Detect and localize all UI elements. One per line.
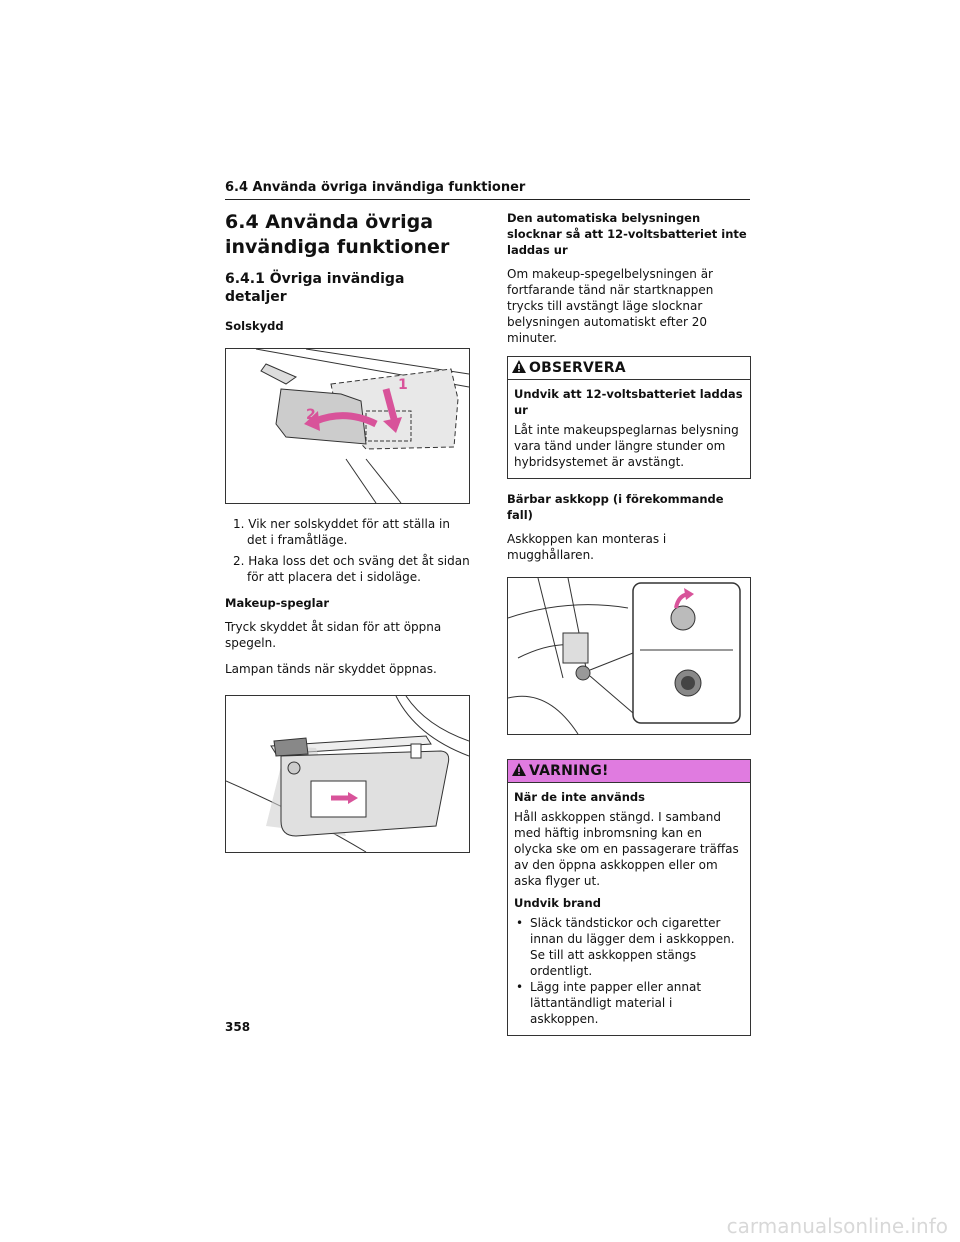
warning-subhead-1: När de inte används — [514, 790, 645, 804]
ashtray-figure — [507, 577, 751, 735]
notice-text: Låt inte makeupspeglarnas belysning vara tänd under längre stunder om hybridsystemet är avstängt. — [514, 423, 739, 469]
step-2: 2. Haka loss det och sväng det åt sidan för att placera det i sidoläge. — [233, 554, 470, 584]
sunvisor-figure — [225, 348, 470, 504]
notice-header — [508, 357, 750, 380]
warning-label: VARNING! — [529, 763, 609, 779]
warning-text-1: Håll askkoppen stängd. I samband med häftig inbromsning kan en olycka ske om en passagerare träffas av den öppna askkoppen eller om aska flyger ut. — [514, 810, 739, 888]
notice-label: OBSERVERA — [529, 360, 626, 376]
mirror-heading: Makeup-speglar — [225, 596, 330, 610]
notice-heading: Undvik att 12-voltsbatteriet laddas ur — [514, 387, 743, 417]
mirror-text-1: Tryck skyddet åt sidan för att öppna spegeln. — [225, 620, 442, 650]
warning-header — [508, 760, 750, 783]
page-number: 358 — [225, 1020, 251, 1034]
mirror-figure — [225, 695, 470, 853]
figure-label-2: 2 — [306, 407, 316, 423]
warning-bullet-2: • Lägg inte papper eller annat lättantändligt material i askkoppen. — [514, 979, 744, 1027]
section-title: 6.4.1 Övriga invändiga detaljer — [225, 271, 405, 305]
mirror-text-2: Lampan tänds när skyddet öppnas. — [225, 662, 437, 676]
running-head: 6.4 Använda övriga invändiga funktioner — [225, 180, 750, 200]
watermark: carmanualsonline.info — [726, 1214, 948, 1238]
ashtray-heading: Bärbar askkopp (i förekommande fall) — [507, 492, 724, 522]
page-title: 6.4 Använda övriga invändiga funktioner — [225, 211, 450, 258]
sunvisor-heading: Solskydd — [225, 319, 284, 333]
autooff-heading: Den automatiska belysningen slocknar så att 12-voltsbatteriet inte laddas ur — [507, 211, 747, 257]
notice-box — [507, 356, 751, 479]
warning-body — [508, 783, 750, 1035]
right-column — [507, 210, 751, 1048]
sunvisor-steps — [225, 516, 470, 585]
ashtray-illustration — [508, 578, 750, 734]
sunvisor-illustration — [226, 349, 469, 503]
notice-body — [508, 380, 750, 478]
mirror-illustration — [226, 696, 469, 852]
step-1: 1. Vik ner solskyddet för att ställa in det i framåtläge. — [233, 517, 450, 547]
left-column — [225, 210, 470, 865]
autooff-text: Om makeup-spegelbelysningen är fortfarande tänd när startknappen trycks till avstängt läge slocknar belysningen automatiskt efter 20 minuter. — [507, 267, 714, 345]
warning-subhead-2: Undvik brand — [514, 896, 601, 910]
warning-box — [507, 759, 751, 1036]
warning-bullet-1: • Släck tändstickor och cigaretter innan du lägger dem i askkoppen. Se till att askkoppen stängs ordentligt. — [514, 915, 744, 979]
figure-label-1: 1 — [398, 377, 408, 393]
warning-triangle-icon — [512, 360, 526, 377]
ashtray-text: Askkoppen kan monteras i mugghållaren. — [507, 532, 667, 562]
warning-triangle-icon — [512, 763, 526, 780]
warning-bullets — [514, 915, 744, 1027]
